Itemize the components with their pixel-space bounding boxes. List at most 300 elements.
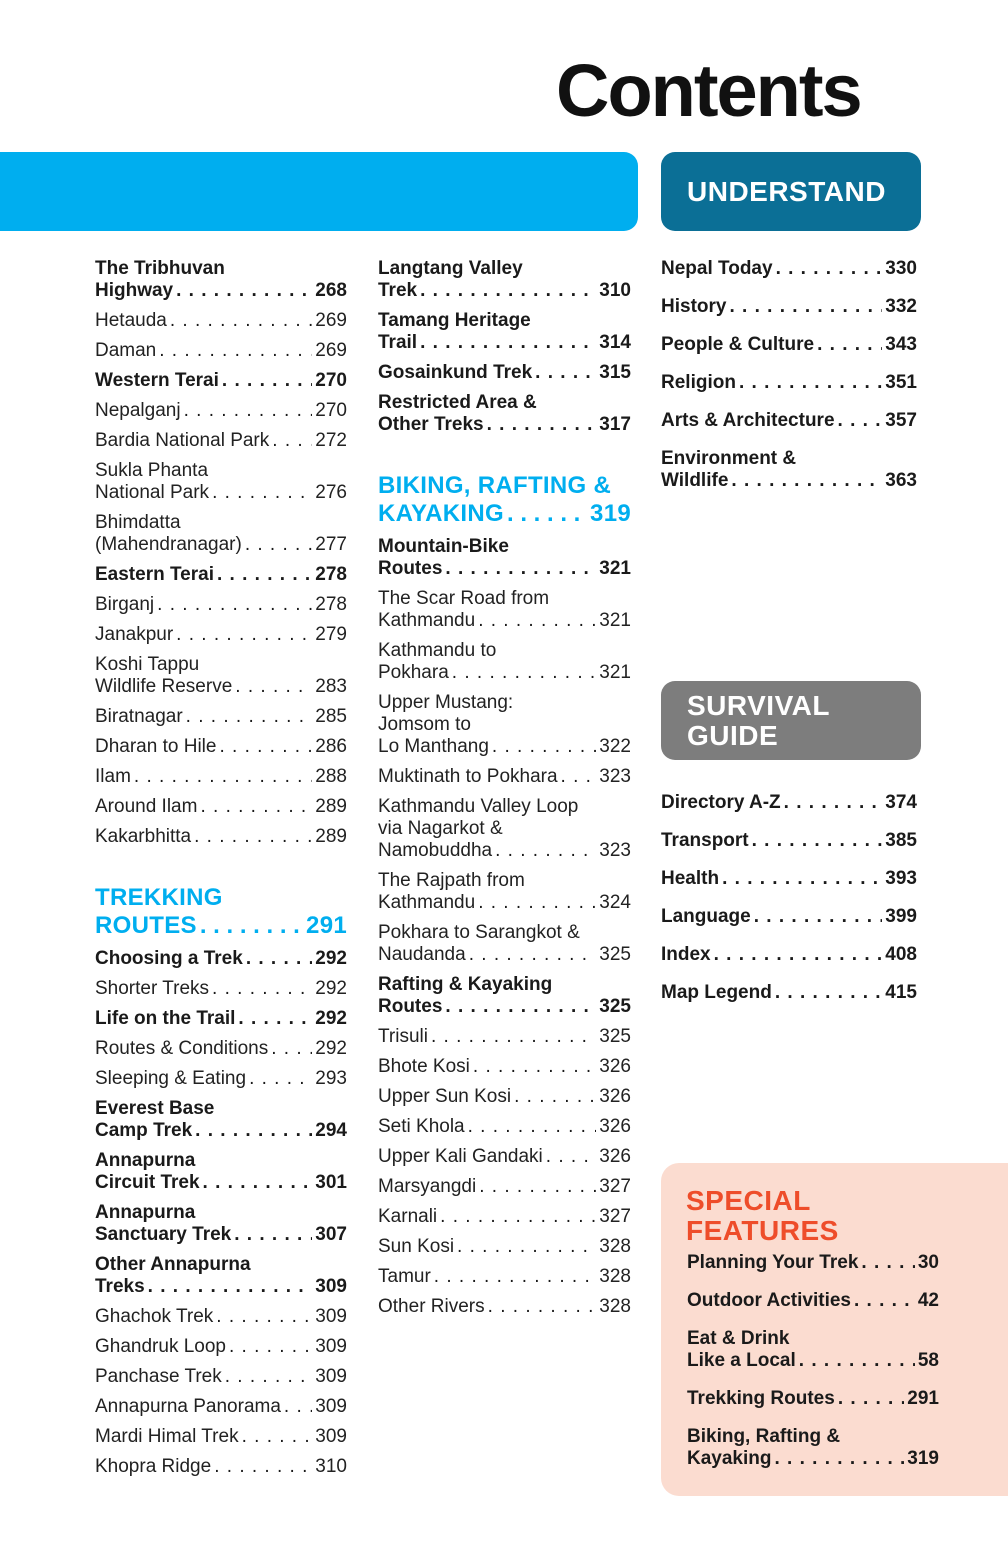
toc-entry[interactable]: [95, 258, 347, 302]
dot-leader: [729, 296, 882, 318]
page-number: 321: [599, 662, 631, 683]
toc-entry[interactable]: [661, 944, 917, 966]
toc-entry[interactable]: [95, 978, 347, 1000]
page-number: 291: [306, 912, 347, 939]
toc-entry-title: KAYAKING: [378, 500, 504, 527]
dot-leader: [200, 796, 312, 818]
toc-entry-title: Upper Kali Gandaki: [378, 1146, 543, 1167]
page-number: 374: [885, 792, 917, 813]
toc-entry-title-line: Sukla Phanta: [95, 460, 209, 481]
toc-entry-title: Ghachok Trek: [95, 1306, 214, 1327]
toc-entry-title: Wildlife Reserve: [95, 676, 233, 697]
toc-entry-title: Eastern Terai: [95, 564, 214, 585]
toc-entry-title: Biratnagar: [95, 706, 183, 727]
page-number: 269: [315, 340, 347, 361]
toc-entry[interactable]: [378, 1236, 631, 1258]
dot-leader: [217, 564, 312, 586]
toc-entry[interactable]: [95, 564, 347, 586]
toc-entry[interactable]: [687, 1328, 939, 1372]
toc-entry-title: Birganj: [95, 594, 155, 615]
dot-leader: [238, 1008, 312, 1030]
toc-entry[interactable]: [378, 392, 631, 436]
page-number: 399: [885, 906, 917, 927]
toc-entry-title: Kayaking: [687, 1448, 772, 1469]
toc-entry-title: Other Rivers: [378, 1296, 485, 1317]
toc-entry-title: Trek: [378, 280, 418, 301]
page-number: 270: [315, 400, 347, 421]
understand-tab: [661, 152, 921, 231]
page-number: 289: [315, 796, 347, 817]
dot-leader: [212, 482, 312, 504]
toc-entry-title: Bhote Kosi: [378, 1056, 470, 1077]
page-number: 330: [885, 258, 917, 279]
toc-entry[interactable]: [378, 310, 631, 354]
dot-leader: [194, 826, 312, 848]
toc-entry[interactable]: [95, 1456, 347, 1478]
dot-leader: [203, 1172, 313, 1194]
dot-leader: [457, 1236, 596, 1258]
toc-entry[interactable]: [661, 830, 917, 852]
toc-entry-title-line: Annapurna: [95, 1202, 196, 1223]
dot-leader: [754, 906, 883, 928]
toc-entry-title-line: Kathmandu Valley Loop: [378, 796, 579, 817]
dot-leader: [271, 1038, 312, 1060]
page-number: 328: [599, 1266, 631, 1287]
toc-entry-title-line: Eat & Drink: [687, 1328, 790, 1349]
toc-entry[interactable]: [95, 884, 347, 940]
toc-entry-title: Arts & Architecture: [661, 410, 835, 431]
toc-entry-title: Sleeping & Eating: [95, 1068, 247, 1089]
toc-entry[interactable]: [95, 826, 347, 848]
toc-entry-title: ROUTES: [95, 912, 197, 939]
toc-entry-title-line: Annapurna: [95, 1150, 196, 1171]
toc-entry-title: Religion: [661, 372, 736, 393]
page-number: 277: [315, 534, 347, 555]
toc-entry[interactable]: [378, 362, 631, 384]
dot-leader: [200, 912, 303, 940]
toc-entry[interactable]: [378, 1026, 631, 1048]
page-number: 363: [885, 470, 917, 491]
toc-entry-title: Annapurna Panorama: [95, 1396, 281, 1417]
plan-your-trip-banner: [0, 152, 638, 231]
toc-column-2: [378, 258, 631, 1318]
toc-entry-title: Lo Manthang: [378, 736, 489, 757]
toc-entry[interactable]: [687, 1252, 939, 1274]
dot-leader: [452, 662, 597, 684]
toc-entry-title: Hetauda: [95, 310, 167, 331]
toc-entry-title: Shorter Treks: [95, 978, 210, 999]
toc-entry-title: Index: [661, 944, 711, 965]
page-number: 332: [885, 296, 917, 317]
dot-leader: [245, 534, 312, 556]
dot-leader: [246, 948, 312, 970]
toc-entry[interactable]: [661, 334, 917, 356]
toc-entry[interactable]: [378, 472, 631, 528]
dot-leader: [799, 1350, 915, 1372]
page-number: 30: [917, 1252, 939, 1273]
toc-entry[interactable]: [95, 430, 347, 452]
page-number: 293: [315, 1068, 347, 1089]
toc-entry-title: History: [661, 296, 727, 317]
toc-entry-title: (Mahendranagar): [95, 534, 242, 555]
page-number: 323: [599, 840, 631, 861]
toc-entry-title: National Park: [95, 482, 210, 503]
toc-entry-title: Marsyangdi: [378, 1176, 477, 1197]
toc-entry[interactable]: [687, 1426, 939, 1470]
page-number: 324: [599, 892, 631, 913]
toc-entry[interactable]: [95, 796, 347, 818]
toc-entry[interactable]: [95, 370, 347, 392]
page-number: 283: [315, 676, 347, 697]
dot-leader: [159, 340, 312, 362]
page-number: 319: [590, 500, 631, 527]
page-number: 393: [885, 868, 917, 889]
special-heading-line-1: SPECIAL: [686, 1185, 811, 1216]
page-number: 415: [885, 982, 917, 1003]
toc-entry[interactable]: [378, 766, 631, 788]
toc-entry[interactable]: [661, 448, 917, 492]
dot-leader: [420, 280, 596, 302]
page-number: 328: [599, 1296, 631, 1317]
toc-entry[interactable]: [95, 1038, 347, 1060]
toc-entry-title: Pokhara: [378, 662, 449, 683]
toc-entry-title: Dharan to Hile: [95, 736, 217, 757]
toc-entry[interactable]: [95, 1098, 347, 1142]
special-features-list: [687, 1252, 939, 1470]
toc-entry[interactable]: [378, 1116, 631, 1138]
toc-entry[interactable]: [378, 870, 631, 914]
toc-entry-title: Like a Local: [687, 1350, 796, 1371]
toc-entry-title: Trail: [378, 332, 418, 353]
toc-entry[interactable]: [95, 736, 347, 758]
dot-leader: [495, 840, 596, 862]
page-number: 285: [315, 706, 347, 727]
page-number: 321: [599, 558, 631, 579]
dot-leader: [445, 558, 596, 580]
understand-tab-label: UNDERSTAND: [687, 175, 886, 207]
dot-leader: [148, 1276, 313, 1298]
toc-entry-title-line: Kathmandu to: [378, 640, 497, 661]
page-number: 272: [315, 430, 347, 451]
toc-entry-title: Transport: [661, 830, 749, 851]
page-number: 309: [315, 1306, 347, 1327]
toc-entry-title: Mardi Himal Trek: [95, 1426, 239, 1447]
dot-leader: [249, 1068, 312, 1090]
toc-entry[interactable]: [661, 410, 917, 432]
toc-entry-title: Around Ilam: [95, 796, 198, 817]
toc-entry[interactable]: [378, 1176, 631, 1198]
toc-entry-title-line: via Nagarkot &: [378, 818, 503, 839]
toc-entry[interactable]: [378, 1056, 631, 1078]
page-number: 325: [599, 944, 631, 965]
toc-entry[interactable]: [378, 640, 631, 684]
toc-entry[interactable]: [95, 1008, 347, 1030]
toc-entry[interactable]: [95, 948, 347, 970]
page-number: 278: [315, 594, 347, 615]
dot-leader: [170, 310, 312, 332]
dot-leader: [440, 1206, 596, 1228]
page-number: 309: [315, 1396, 347, 1417]
dot-leader: [195, 1120, 312, 1142]
dot-leader: [235, 676, 312, 698]
dot-leader: [784, 792, 883, 814]
toc-entry[interactable]: [95, 1336, 347, 1358]
toc-entry-title-line: Everest Base: [95, 1098, 215, 1119]
dot-leader: [134, 766, 312, 788]
dot-leader: [284, 1396, 312, 1418]
toc-entry[interactable]: [95, 1306, 347, 1328]
dot-leader: [838, 410, 883, 432]
dot-leader: [478, 610, 596, 632]
toc-entry-title-line: Tamang Heritage: [378, 310, 531, 331]
page-number: 288: [315, 766, 347, 787]
page-number: 310: [315, 1456, 347, 1477]
page-number: 278: [315, 564, 347, 585]
toc-entry-title: Western Terai: [95, 370, 219, 391]
toc-entry[interactable]: [95, 706, 347, 728]
dot-leader: [212, 978, 312, 1000]
dot-leader: [242, 1426, 313, 1448]
toc-entry[interactable]: [378, 922, 631, 966]
toc-entry-title: Ghandruk Loop: [95, 1336, 226, 1357]
toc-entry[interactable]: [95, 1202, 347, 1246]
dot-leader: [514, 1086, 596, 1108]
toc-entry-title: Khopra Ridge: [95, 1456, 212, 1477]
toc-entry-title: Choosing a Trek: [95, 948, 243, 969]
toc-entry[interactable]: [378, 258, 631, 302]
dot-leader: [225, 1366, 313, 1388]
dot-leader: [469, 944, 597, 966]
toc-entry-title: Tamur: [378, 1266, 431, 1287]
toc-entry-title-line: TREKKING: [95, 884, 223, 911]
page-number: 326: [599, 1086, 631, 1107]
page-number: 292: [315, 1008, 347, 1029]
special-heading-line-2: FEATURES: [686, 1215, 839, 1246]
page-number: 309: [315, 1366, 347, 1387]
toc-entry-title: Bardia National Park: [95, 430, 270, 451]
dot-leader: [272, 430, 312, 452]
page-number: 314: [599, 332, 631, 353]
toc-entry-title: Namobuddha: [378, 840, 493, 861]
toc-entry-title: Routes: [378, 996, 443, 1017]
dot-leader: [479, 1176, 596, 1198]
page-number: 315: [599, 362, 631, 383]
dot-leader: [492, 736, 596, 758]
toc-entry[interactable]: [378, 1296, 631, 1318]
toc-entry-title: Naudanda: [378, 944, 466, 965]
toc-entry-title-line: Bhimdatta: [95, 512, 181, 533]
toc-entry[interactable]: [661, 372, 917, 394]
page-number: 408: [885, 944, 917, 965]
toc-entry-title: Health: [661, 868, 720, 889]
toc-entry-title: Sun Kosi: [378, 1236, 455, 1257]
toc-entry-title: Kathmandu: [378, 610, 476, 631]
toc-entry[interactable]: [378, 796, 631, 862]
toc-entry[interactable]: [95, 1426, 347, 1448]
page-number: 292: [315, 948, 347, 969]
toc-entry[interactable]: [661, 906, 917, 928]
dot-leader: [487, 414, 597, 436]
page-number: 279: [315, 624, 347, 645]
page-number: 268: [315, 280, 347, 301]
toc-entry-title: Kathmandu: [378, 892, 476, 913]
toc-entry-title: Circuit Trek: [95, 1172, 200, 1193]
toc-entry-title: Treks: [95, 1276, 145, 1297]
toc-entry[interactable]: [378, 1266, 631, 1288]
toc-entry[interactable]: [661, 868, 917, 890]
page-number: 291: [907, 1388, 939, 1409]
page-number: 357: [885, 410, 917, 431]
toc-entry[interactable]: [95, 1068, 347, 1090]
dot-leader: [176, 624, 312, 646]
page-number: 269: [315, 310, 347, 331]
dot-leader: [229, 1336, 312, 1358]
dot-leader: [157, 594, 312, 616]
toc-entry-title: Outdoor Activities: [687, 1290, 851, 1311]
page-number: 292: [315, 1038, 347, 1059]
dot-leader: [176, 280, 312, 302]
page-number: 351: [885, 372, 917, 393]
toc-column-1: [95, 258, 347, 1478]
page-number: 286: [315, 736, 347, 757]
special-features-heading: [686, 1186, 839, 1246]
toc-entry-title: Other Treks: [378, 414, 484, 435]
dot-leader: [219, 736, 312, 758]
page-number: 307: [315, 1224, 347, 1245]
dot-leader: [546, 1146, 597, 1168]
toc-entry[interactable]: [95, 340, 347, 362]
toc-entry-title: Directory A-Z: [661, 792, 781, 813]
page-number: 276: [315, 482, 347, 503]
toc-entry[interactable]: [95, 766, 347, 788]
page-number: 322: [599, 736, 631, 757]
page-number: 317: [599, 414, 631, 435]
dot-leader: [468, 1116, 597, 1138]
toc-entry-title-line: Upper Mustang:: [378, 692, 514, 713]
toc-entry[interactable]: [378, 692, 631, 758]
toc-entry[interactable]: [95, 594, 347, 616]
toc-entry-title-line: Pokhara to Sarangkot &: [378, 922, 580, 943]
toc-entry[interactable]: [378, 1086, 631, 1108]
dot-leader: [854, 1290, 915, 1312]
dot-leader: [731, 470, 882, 492]
toc-entry-title-line: Environment &: [661, 448, 797, 469]
page-number: 309: [315, 1276, 347, 1297]
toc-entry-title: Planning Your Trek: [687, 1252, 859, 1273]
toc-entry-title-line: Biking, Rafting &: [687, 1426, 841, 1447]
toc-entry-title: Panchase Trek: [95, 1366, 222, 1387]
page-number: 309: [315, 1426, 347, 1447]
page-number: 58: [917, 1350, 939, 1371]
page-number: 326: [599, 1116, 631, 1137]
dot-leader: [861, 1252, 914, 1274]
toc-entry[interactable]: [661, 296, 917, 318]
page-number: 328: [599, 1236, 631, 1257]
toc-entry[interactable]: [661, 792, 917, 814]
page-title: Contents: [556, 49, 861, 132]
survival-guide-tab: [661, 681, 921, 760]
survival-tab-label-line-1: SURVIVAL: [687, 689, 830, 721]
dot-leader: [535, 362, 596, 384]
toc-entry-title: Nepalganj: [95, 400, 181, 421]
dot-leader: [722, 868, 882, 890]
toc-entry-title: Karnali: [378, 1206, 438, 1227]
toc-entry-title-line: Langtang Valley: [378, 258, 523, 279]
toc-entry-title: Wildlife: [661, 470, 729, 491]
toc-entry-title-line: Restricted Area &: [378, 392, 537, 413]
toc-entry[interactable]: [378, 974, 631, 1018]
toc-entry-title: Muktinath to Pokhara: [378, 766, 558, 787]
toc-entry-title-line: The Tribhuvan: [95, 258, 225, 279]
toc-entry[interactable]: [95, 1396, 347, 1418]
toc-entry-title: Trekking Routes: [687, 1388, 835, 1409]
toc-entry-title: Highway: [95, 280, 174, 301]
toc-entry[interactable]: [95, 512, 347, 556]
page-number: 326: [599, 1146, 631, 1167]
dot-leader: [184, 400, 313, 422]
toc-entry[interactable]: [95, 400, 347, 422]
toc-entry[interactable]: [378, 1146, 631, 1168]
toc-entry[interactable]: [95, 310, 347, 332]
dot-leader: [752, 830, 883, 852]
survival-guide-list: [661, 792, 917, 1004]
toc-entry-title: Map Legend: [661, 982, 772, 1003]
dot-leader: [817, 334, 882, 356]
page-number: 325: [599, 996, 631, 1017]
dot-leader: [216, 1306, 312, 1328]
toc-entry[interactable]: [95, 1366, 347, 1388]
toc-entry[interactable]: [661, 258, 917, 280]
toc-entry-title: Nepal Today: [661, 258, 773, 279]
toc-entry[interactable]: [378, 1206, 631, 1228]
dot-leader: [775, 982, 882, 1004]
dot-leader: [561, 766, 597, 788]
toc-entry-title: Gosainkund Trek: [378, 362, 533, 383]
dot-leader: [222, 370, 312, 392]
toc-entry[interactable]: [378, 536, 631, 580]
toc-entry-title: Sanctuary Trek: [95, 1224, 232, 1245]
understand-list: [661, 258, 917, 492]
dot-leader: [214, 1456, 312, 1478]
page-number: 321: [599, 610, 631, 631]
dot-leader: [473, 1056, 596, 1078]
toc-entry-title: Language: [661, 906, 751, 927]
toc-entry[interactable]: [95, 624, 347, 646]
dot-leader: [488, 1296, 597, 1318]
toc-entry[interactable]: [95, 654, 347, 698]
toc-entry-title: Kakarbhitta: [95, 826, 192, 847]
page-number: 385: [885, 830, 917, 851]
dot-leader: [739, 372, 882, 394]
toc-entry[interactable]: [378, 588, 631, 632]
toc-entry[interactable]: [95, 460, 347, 504]
dot-leader: [714, 944, 883, 966]
toc-entry[interactable]: [95, 1150, 347, 1194]
toc-entry-title: Janakpur: [95, 624, 174, 645]
dot-leader: [774, 1448, 904, 1470]
page-number: 289: [315, 826, 347, 847]
page-number: 343: [885, 334, 917, 355]
dot-leader: [186, 706, 313, 728]
toc-entry[interactable]: [661, 982, 917, 1004]
toc-entry-title: Daman: [95, 340, 157, 361]
toc-entry-title: Upper Sun Kosi: [378, 1086, 512, 1107]
toc-entry[interactable]: [687, 1388, 939, 1410]
toc-entry[interactable]: [687, 1290, 939, 1312]
page-number: 325: [599, 1026, 631, 1047]
toc-entry[interactable]: [95, 1254, 347, 1298]
toc-entry-title: Ilam: [95, 766, 131, 787]
